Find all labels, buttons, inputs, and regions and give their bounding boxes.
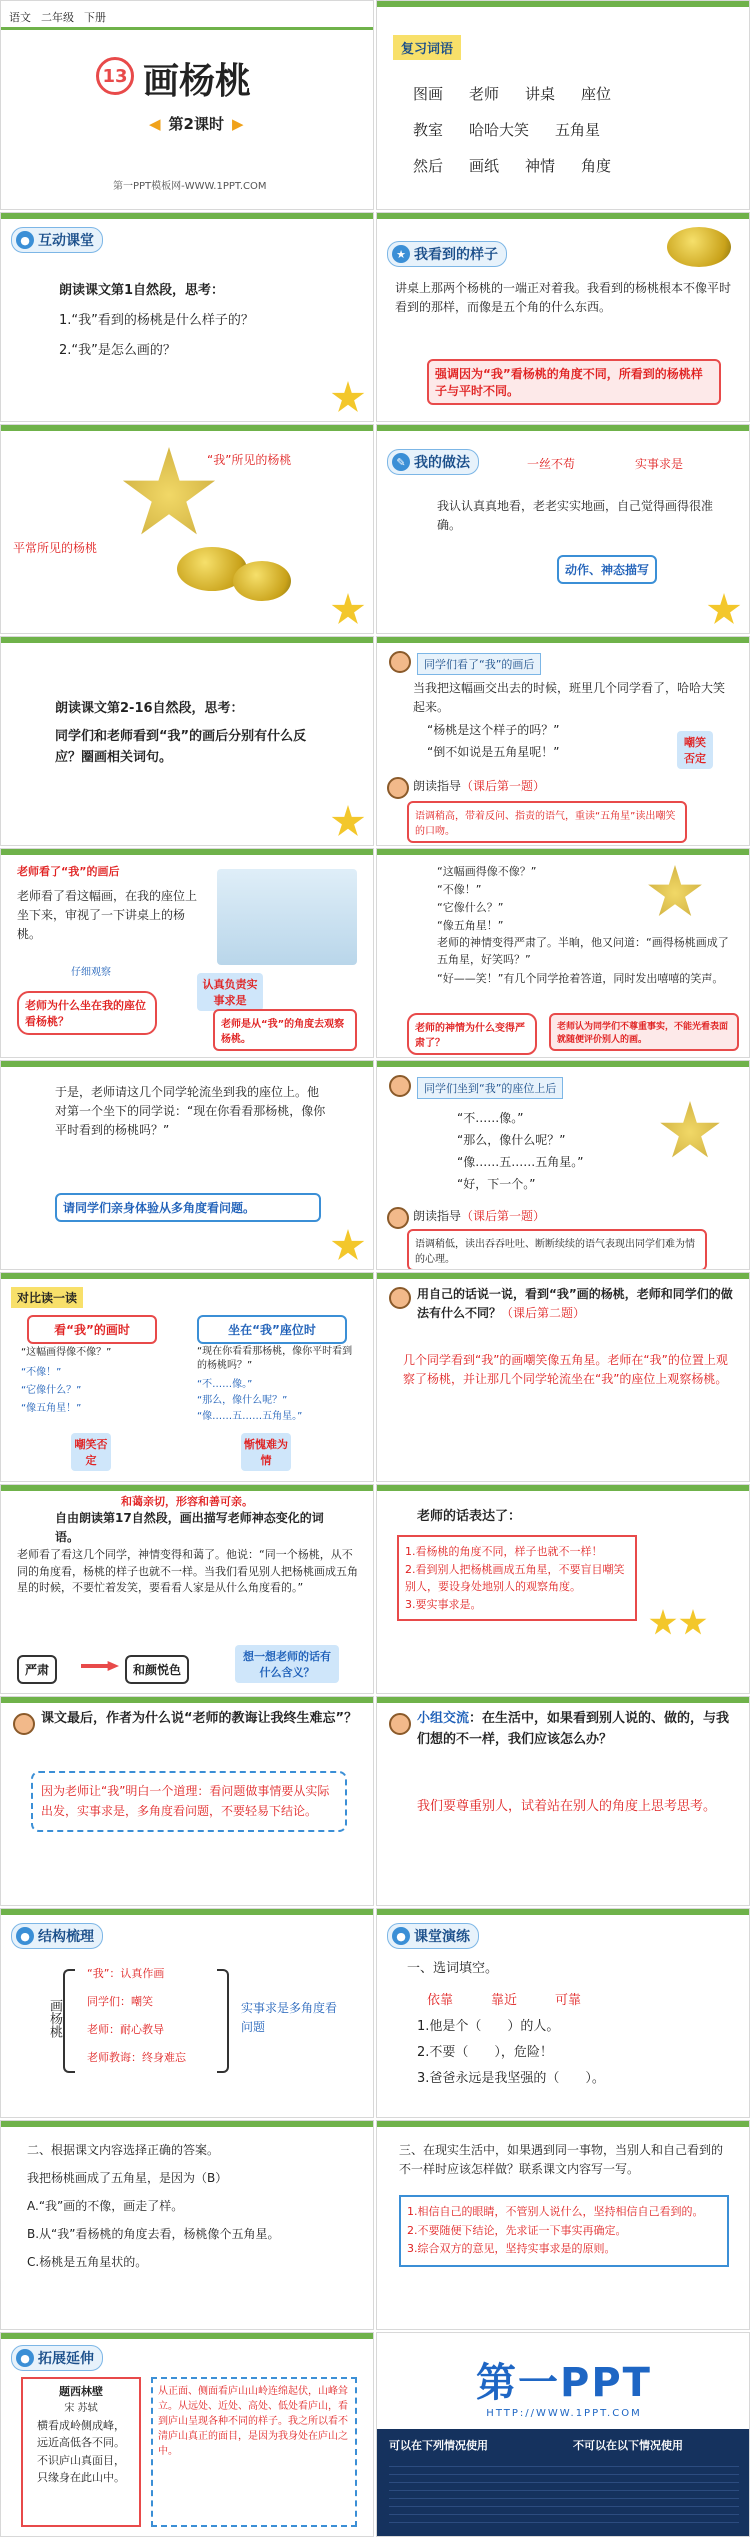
quote-2: “倒不如说是五角星呢！” <box>427 745 560 759</box>
dialogue-3: “它像什么？” <box>437 901 504 914</box>
footer-col-2: 不可以在以下情况使用 <box>573 2439 683 2452</box>
structure-item-4: 老师教诲：终身难忘 <box>87 2051 186 2064</box>
top-bar <box>377 213 749 219</box>
star-icon <box>649 1609 677 1637</box>
tag-meticulous: 一丝不苟 <box>527 457 576 471</box>
paragraph: 我认认真真地看，老老实实地画，自己觉得画得很准确。 <box>437 499 714 533</box>
top-bar <box>1 1485 373 1491</box>
meaning-item: 1.看杨桃的角度不同，样子也就不一样！ <box>405 1545 603 1558</box>
arrow-icon <box>81 1661 119 1671</box>
option-c[interactable]: C.杨桃是五角星状的。 <box>27 2255 148 2269</box>
star-icon-2 <box>679 1609 707 1637</box>
answer-box: 老师是从“我”的角度去观察杨桃。 <box>213 1009 357 1051</box>
meaning-item: 2.看到别人把杨桃画成五角星，不要盲目嘲笑别人，要设身处地别人的观察角度。 <box>405 1562 625 1594</box>
word: 老师 <box>469 85 500 103</box>
term-label: 下册 <box>84 11 106 24</box>
slide-interactive-1[interactable] <box>0 212 374 422</box>
section-pill: ● 结构梳理 <box>11 1923 103 1949</box>
answer-box <box>399 2195 729 2267</box>
explanation-box: 从正面、侧面看庐山山岭连绵起伏，山峰耸立。从远处、近处、高处、低处看庐山，看到庐山呈现各种不同的样子。我之所以看不清庐山真正的面目，是因为我身处在庐山之中。 <box>151 2377 357 2527</box>
slide-teacher-serious[interactable] <box>376 848 750 1058</box>
answer: 我们要尊重别人，试着站在别人的角度上思考思考。 <box>417 1799 717 1814</box>
site-label: 第一PPT模板网-WWW.1PPT.COM <box>113 181 267 192</box>
top-bar <box>1 637 373 643</box>
tag-ashamed: 惭愧难为情 <box>241 1433 291 1471</box>
student-avatar-2 <box>387 1207 409 1229</box>
question-bubble: 老师的神情为什么变得严肃了？ <box>407 1013 537 1055</box>
description-box: 动作、神态描写 <box>557 555 657 584</box>
option-b[interactable]: B.从“我”看杨桃的角度去看，杨桃像个五角星。 <box>27 2227 280 2241</box>
answer-item: 3.综合双方的意见，坚持实事求是的原则。 <box>407 2242 616 2256</box>
right-line-3: “那么，像什么呢？” <box>197 1395 288 1406</box>
section-pill: ● 课堂演练 <box>387 1923 479 1949</box>
word: 讲桌 <box>525 85 556 103</box>
left-line-4: “像五角星！” <box>21 1403 82 1414</box>
pill-icon: ● <box>16 1927 34 1945</box>
paragraph: 于是，老师请这几个同学轮流坐到我的座位上。他对第一个坐下的同学说：“现在你看看那杨桃，像你平时看到的杨桃吗？” <box>55 1085 326 1138</box>
option-a[interactable]: A.“我”画的不像，画走了样。 <box>27 2199 184 2213</box>
student-avatar <box>389 1287 411 1309</box>
top-bar <box>1 2333 373 2339</box>
tag-responsible: 认真负责实事求是 <box>197 973 263 1011</box>
word: 画纸 <box>469 157 500 175</box>
structure-item-3: 老师：耐心教导 <box>87 2023 164 2036</box>
poem-line: 只缘身在此山中。 <box>37 2471 125 2485</box>
pill-icon: ● <box>16 231 34 249</box>
paragraph: 老师看了看这幅画，在我的座位上坐下来，审视了一下讲桌上的杨桃。 <box>17 889 198 942</box>
word-row-2 <box>413 119 600 140</box>
star-icon <box>331 1229 365 1263</box>
star-icon <box>331 381 365 415</box>
top-bar <box>1 425 373 431</box>
student-avatar <box>389 1075 411 1097</box>
pill-icon: ● <box>392 1927 410 1945</box>
blank-3[interactable]: 3.爸爸永远是我坚强的（ ）。 <box>417 2071 605 2086</box>
structure-result: 实事求是多角度看问题 <box>241 2001 338 2035</box>
heading: 老师的话表达了： <box>417 1509 522 1524</box>
section-label: 老师看了“我”的画后 <box>17 865 120 878</box>
lead-text: 自由朗读第17自然段，画出描写老师神态变化的词语。 <box>55 1511 324 1545</box>
heading-left: 看“我”的画时 <box>27 1315 157 1344</box>
right-line-4: “像……五……五角星。” <box>197 1411 303 1422</box>
word-choice: 依靠 <box>427 1993 454 2008</box>
slide-teacher-meaning[interactable] <box>376 1484 750 1694</box>
lesson-number: 13 <box>96 57 134 95</box>
question: 三、在现实生活中，如果遇到同一事物，当别人和自己看到的不一样时应该怎样做？联系课文内容写一写。 <box>399 2143 724 2177</box>
top-bar <box>377 1697 749 1703</box>
word-choices <box>427 1989 581 2008</box>
guide-box: 语调稍高，带着反问、指责的语气，重读“五角星”读出嘲笑的口吻。 <box>407 801 687 843</box>
grade-label: 二年级 <box>41 11 74 24</box>
slide-classmates-react[interactable] <box>376 636 750 846</box>
section-pill: ● 互动课堂 <box>11 227 103 253</box>
paragraph: 讲桌上那两个杨桃的一端正对着我。我看到的杨桃根本不像平时看到的那样，而像是五个角的什么东西。 <box>395 281 732 315</box>
slide-structure[interactable] <box>0 1908 374 2118</box>
word-choice: 可靠 <box>555 1993 582 2008</box>
poem-line: 不识庐山真面目， <box>37 2453 125 2467</box>
root-label: 画杨桃 <box>47 1999 62 2038</box>
reading-guide: 朗读指导（课后第一题） <box>413 1209 546 1223</box>
top-bar <box>1 2121 373 2127</box>
brace-left <box>63 1969 75 2073</box>
word-serious: 严肃 <box>17 1655 57 1684</box>
think-bubble: 想一想老师的话有什么含义？ <box>235 1645 339 1683</box>
starfruit-slice-image <box>647 865 703 921</box>
word-choice: 靠近 <box>491 1993 518 2008</box>
structure-item-1: “我”：认真作画 <box>87 1967 165 1980</box>
paragraph: 当我把这幅画交出去的时候，班里几个同学看了，哈哈大笑起来。 <box>413 681 726 715</box>
slide-starfruit-compare[interactable] <box>0 424 374 634</box>
dialogue-1: “不……像。” <box>457 1111 524 1125</box>
word: 图画 <box>413 85 444 103</box>
section-pill: ★ 我看到的样子 <box>387 241 507 267</box>
slide-practice-2[interactable] <box>0 2120 374 2330</box>
top-bar <box>377 1273 749 1279</box>
top-bar <box>1 27 373 30</box>
classroom-image <box>217 869 357 965</box>
star-icon <box>331 805 365 839</box>
pill-icon: ✎ <box>392 453 410 471</box>
word: 教室 <box>413 121 444 139</box>
question: 小组交流：在生活中，如果看到别人说的、做的，与我们想的不一样，我们应该怎么办？ <box>417 1711 730 1747</box>
top-bar <box>1 213 373 219</box>
star-icon <box>707 593 741 627</box>
blank-2[interactable]: 2.不要（ ），危险！ <box>417 2045 553 2060</box>
answer-box: 因为老师让“我”明白一个道理：看问题做事情要从实际出发，实事求是，多角度看问题，不要轻易下结论。 <box>31 1771 347 1832</box>
top-bar <box>377 2121 749 2127</box>
footer-lines <box>389 2459 739 2529</box>
question-1: 1.“我”看到的杨桃是什么样子的？ <box>59 313 254 328</box>
answer-item: 2.不要随便下结论，先求证一下事实再确定。 <box>407 2223 627 2237</box>
question-2: 2.“我”是怎么画的？ <box>59 343 176 358</box>
quote-1: “杨桃是这个样子的吗？” <box>427 723 560 737</box>
left-line-3: “它像什么？” <box>21 1385 82 1396</box>
compare-title: 对比读一读 <box>11 1287 83 1308</box>
paragraph-2: “好——笑！”有几个同学抢着答道，同时发出嘻嘻的笑声。 <box>437 972 724 985</box>
right-line-2: “不……像。” <box>197 1379 253 1390</box>
review-label: 复习词语 <box>393 35 461 60</box>
top-bar <box>1 1909 373 1915</box>
guide-box: 语调稍低，读出吞吞吐吐、断断续续的语气表现出同学们难为情的心理。 <box>407 1229 707 1270</box>
answer-box: 老师认为同学们不尊重事实，不能光看表面就随便评价别人的画。 <box>549 1013 739 1051</box>
student-avatar <box>13 1713 35 1735</box>
word: 角度 <box>581 157 612 175</box>
paragraph-1: 老师的神情变得严肃了。半晌，他又问道：“画得杨桃画成了五角星，好笑吗？” <box>437 936 729 966</box>
slide-ppt-end[interactable] <box>376 2332 750 2537</box>
word-row-3 <box>413 155 611 176</box>
subject-label: 语文 <box>9 11 31 24</box>
poem-title: 题西林壁 <box>59 2385 103 2398</box>
footer-panel <box>377 2429 750 2537</box>
reading-guide: 朗读指导（课后第一题） <box>413 779 546 793</box>
brace-right <box>217 1969 229 2073</box>
footer-col-1: 可以在下列情况使用 <box>389 2439 488 2452</box>
top-bar <box>1 849 373 855</box>
answer-paragraph: 几个同学看到“我”的画嘲笑像五角星。老师在“我”的位置上观察了杨桃，并让那几个同学轮流坐在“我”的座位上观察杨桃。 <box>403 1353 728 1387</box>
caption-normal: 平常所见的杨桃 <box>13 541 98 555</box>
page-title: 画杨桃 <box>143 61 252 102</box>
answer-item: 1.相信自己的眼睛，不管别人说什么，坚持相信自己看到的。 <box>407 2205 704 2218</box>
structure-item-2: 同学们：嘲笑 <box>87 1995 153 2008</box>
tag-mock: 嘲笑否定 <box>71 1433 111 1471</box>
slide-practice-3[interactable] <box>376 2120 750 2330</box>
slide-say-difference[interactable] <box>376 1272 750 1482</box>
question-bubble: 老师为什么坐在我的座位看杨桃？ <box>17 991 157 1035</box>
word-row-1 <box>413 83 611 104</box>
tag-mock: 嘲笑否定 <box>677 731 713 769</box>
section-label: 同学们看了“我”的画后 <box>417 653 541 675</box>
poem-author: 宋 苏轼 <box>64 2402 98 2414</box>
top-bar <box>1 1061 373 1067</box>
question: 用自己的话说一说，看到“我”画的杨桃，老师和同学们的做法有什么不同？（课后第二题） <box>417 1287 733 1321</box>
dialogue-3: “像……五……五角星。” <box>457 1155 584 1169</box>
meaning-box <box>397 1535 637 1621</box>
section-pill: ● 拓展延伸 <box>11 2345 103 2371</box>
left-line-2: “不像！” <box>21 1367 62 1378</box>
left-line-1: “这幅画得像不像？” <box>21 1347 112 1358</box>
top-bar <box>377 1909 749 1915</box>
dialogue-4: “像五角星！” <box>437 919 504 932</box>
poem-box <box>21 2377 141 2527</box>
student-avatar <box>389 1713 411 1735</box>
poem-line: 远近高低各不同。 <box>37 2436 125 2450</box>
top-bar <box>377 637 749 643</box>
slide-classmates-seated[interactable] <box>376 1060 750 1270</box>
slide-what-i-saw[interactable] <box>376 212 750 422</box>
poem-line: 横看成岭侧成峰， <box>37 2418 125 2432</box>
question: 一、选词填空。 <box>407 1961 499 1976</box>
section-label: 同学们坐到“我”的座位上后 <box>417 1077 563 1099</box>
word: 哈哈大笑 <box>469 121 530 139</box>
slide-practice-1[interactable] <box>376 1908 750 2118</box>
slide-extension[interactable] <box>0 2332 374 2537</box>
question: 二、根据课文内容选择正确的答案。 <box>27 2143 220 2157</box>
word: 座位 <box>581 85 612 103</box>
starfruit-slice-image <box>659 1101 721 1163</box>
blank-1[interactable]: 1.他是个（ ）的人。 <box>417 2019 560 2034</box>
starfruit-whole-image-2 <box>233 561 291 601</box>
word: 五角星 <box>555 121 601 139</box>
caption-mine: “我”所见的杨桃 <box>207 453 292 467</box>
slide-read-2-16[interactable] <box>0 636 374 846</box>
slide-teacher-reacts[interactable] <box>0 848 374 1058</box>
header <box>9 9 106 25</box>
dialogue-4: “好，下一个。” <box>457 1177 536 1191</box>
right-line-1: “现在你看看那杨桃，像你平时看到的杨桃吗？” <box>197 1346 353 1371</box>
word-kind: 和颜悦色 <box>125 1655 189 1684</box>
slide-cover[interactable] <box>0 0 374 210</box>
slide-group-talk[interactable] <box>376 1696 750 1906</box>
dialogue-2: “不像！” <box>437 883 482 896</box>
top-bar <box>1 1273 373 1279</box>
pill-icon: ● <box>16 2349 34 2367</box>
tag-truthful: 实事求是 <box>635 457 684 471</box>
top-bar <box>377 425 749 431</box>
pill-icon: ★ <box>392 245 410 263</box>
emphasis-box: 强调因为“我”看杨桃的角度不同，所看到的杨桃样子与平时不同。 <box>427 359 721 405</box>
starfruit-slice-image <box>121 447 217 543</box>
slide-why-unforgettable[interactable] <box>0 1696 374 1906</box>
slide-teacher-kind[interactable] <box>0 1484 374 1694</box>
star-icon <box>331 593 365 627</box>
top-bar <box>1 1697 373 1703</box>
meaning-item: 3.要实事求是。 <box>405 1597 482 1611</box>
slide-review-words[interactable] <box>376 0 750 210</box>
top-bar <box>377 1 749 7</box>
top-bar <box>377 1061 749 1067</box>
starfruit-image <box>667 227 731 267</box>
heading-right: 坐在“我”座位时 <box>197 1315 347 1344</box>
word: 神情 <box>525 157 556 175</box>
tag-careful: 仔细观察 <box>71 967 111 978</box>
paragraph: 老师看了看这几个同学，神情变得和蔼了。他说：“同一个杨桃，从不同的角度看，杨桃的样子也就不一样。当我们看见别人把杨桃画成五角星的时候，不要忙着发笑，要看看人家是从什么角度看的。” <box>17 1548 358 1594</box>
top-bar <box>377 1485 749 1491</box>
student-avatar-2 <box>387 777 409 799</box>
lead-text: 朗读课文第2-16自然段，思考： <box>55 701 244 716</box>
dialogue-1: “这幅画得像不像？” <box>437 865 537 878</box>
ppt-logo: 第一PPT HTTP://WWW.1PPT.COM <box>476 2360 652 2419</box>
section-pill: ✎ 我的做法 <box>387 449 479 475</box>
slide-take-turns[interactable] <box>0 1060 374 1270</box>
dialogue-2: “那么，像什么呢？” <box>457 1133 566 1147</box>
question: 同学们和老师看到“我”的画后分别有什么反应？圈画相关词句。 <box>55 729 307 765</box>
question-stem: 我把杨桃画成了五角星，是因为（B） <box>27 2171 228 2185</box>
slide-my-method[interactable] <box>376 424 750 634</box>
definition-note: 和蔼亲切，形容和善可亲。 <box>121 1495 253 1508</box>
question: 课文最后，作者为什么说“老师的教诲让我终生难忘”？ <box>41 1711 358 1726</box>
activity-box: 请同学们亲身体验从多角度看问题。 <box>55 1193 321 1222</box>
top-bar <box>377 849 749 855</box>
period-label: ◀ 第2课时 ▶ <box>149 114 244 133</box>
lead-text: 朗读课文第1自然段，思考： <box>59 283 225 298</box>
word: 然后 <box>413 157 444 175</box>
student-avatar <box>389 651 411 673</box>
slide-compare-read[interactable] <box>0 1272 374 1482</box>
